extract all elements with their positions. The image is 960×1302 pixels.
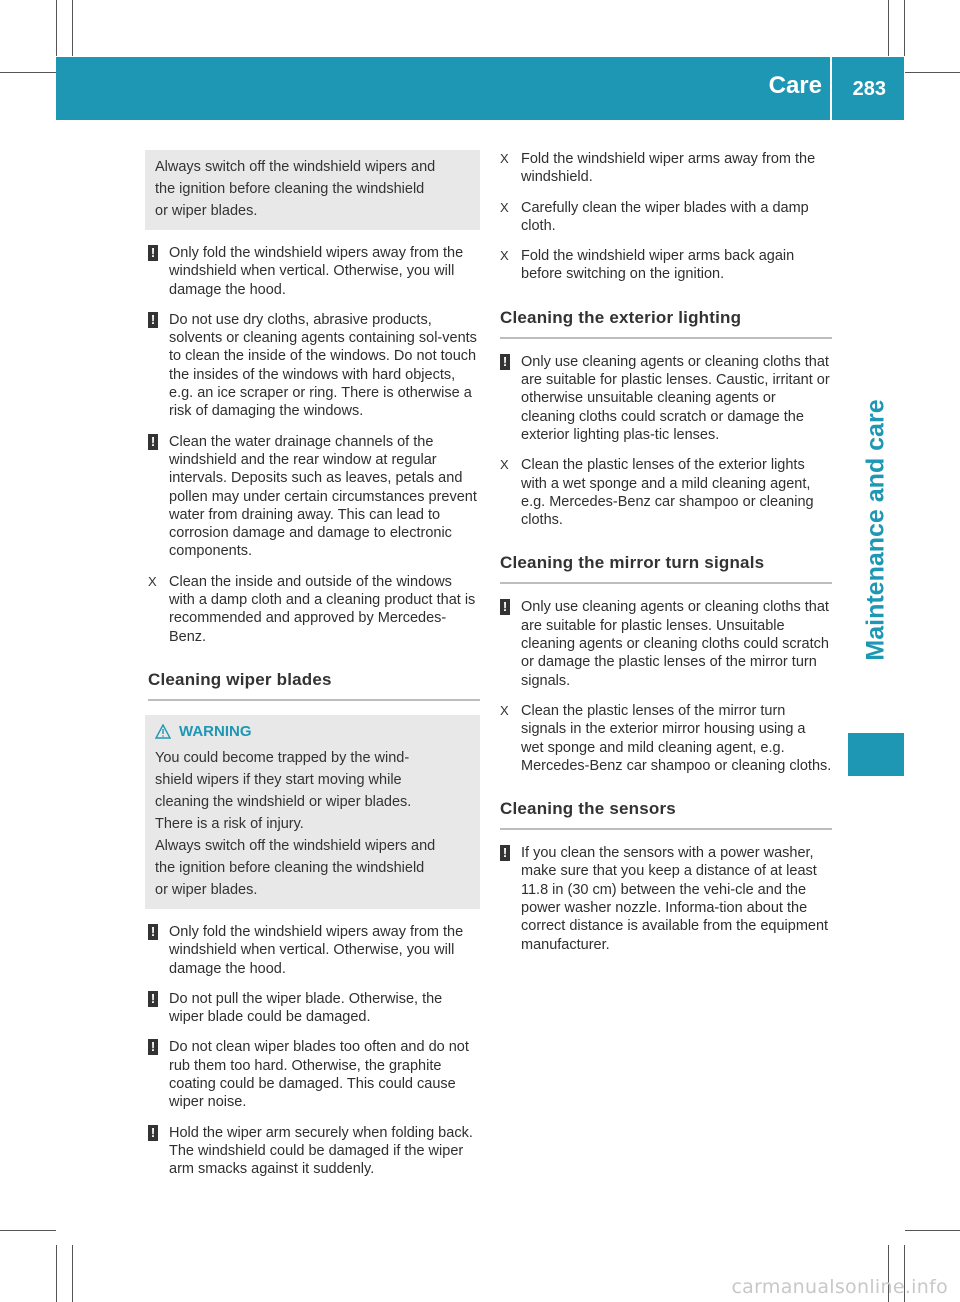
- note-text: Do not use dry cloths, abrasive products, solvents or cleaning agents containing sol-vents to clean the inside of the windows. Do not touch the insides of the windows with hard objects, e.g. an ice scraper or ring. There is otherwise a risk of damaging the windows.: [169, 311, 477, 420]
- step-item: [148, 573, 480, 646]
- note-item: [148, 244, 480, 299]
- side-tab-label: Maintenance and care: [861, 399, 890, 661]
- note-item: [500, 353, 832, 444]
- step-item: [500, 456, 832, 529]
- crop-mark: [0, 1230, 56, 1231]
- page-number: 283: [852, 78, 886, 100]
- crop-mark: [888, 0, 889, 56]
- watermark-logo: carmanualsonline.info: [731, 1276, 948, 1298]
- warning-title: [155, 721, 470, 743]
- step-item: [500, 702, 832, 775]
- note-text: Only use cleaning agents or cleaning cloths that are suitable for plastic lenses. Caustic, irritant or otherwise unsuitable cleaning agents or cleaning cloths could scratch or damage the exterior lighting plas-tic lenses.: [521, 353, 830, 443]
- section-heading: Cleaning wiper blades: [148, 670, 480, 701]
- crop-mark: [56, 1245, 57, 1302]
- crop-mark: [0, 72, 56, 73]
- note-icon: !: [148, 924, 158, 940]
- note-item: [148, 1124, 480, 1179]
- section-heading: Cleaning the exterior lighting: [500, 308, 832, 339]
- right-column: [500, 150, 832, 954]
- note-icon: !: [500, 599, 510, 615]
- caution-line: Always switch off the windshield wipers and: [155, 159, 436, 175]
- crop-mark: [56, 0, 57, 56]
- warning-line: You could become trapped by the wind-: [155, 749, 410, 766]
- step-arrow-icon: X: [500, 199, 509, 215]
- warning-line: the ignition before cleaning the windshield: [155, 859, 425, 876]
- step-text: Fold the windshield wiper arms away from the windshield.: [521, 151, 816, 186]
- note-text: Hold the wiper arm securely when folding back. The windshield could be damaged if the wiper arm smacks against it suddenly.: [169, 1124, 473, 1178]
- note-text: If you clean the sensors with a power washer, make sure that you keep a distance of at least 11.8 in (30 cm) between the vehi-cle and the power washer nozzle. Informa-tion about the correct distance is available from the equipment manufacturer.: [521, 845, 829, 953]
- warning-line: cleaning the windshield or wiper blades.: [155, 793, 412, 810]
- note-item: [500, 598, 832, 689]
- warning-line: shield wipers if they start moving while: [155, 771, 402, 788]
- note-icon: !: [500, 845, 510, 861]
- warning-box: [145, 715, 480, 909]
- section-heading: Cleaning the mirror turn signals: [500, 553, 832, 584]
- side-tab: [848, 380, 904, 680]
- section-title: Care: [768, 72, 822, 99]
- step-arrow-icon: X: [500, 702, 509, 718]
- note-icon: !: [148, 991, 158, 1007]
- caution-line: the ignition before cleaning the windshield: [155, 181, 425, 197]
- note-item: [148, 990, 480, 1027]
- warning-triangle-icon: [155, 724, 171, 739]
- step-arrow-icon: X: [500, 248, 509, 264]
- note-text: Only fold the windshield wipers away from the windshield when vertical. Otherwise, you will damage the hood.: [169, 923, 464, 977]
- crop-mark: [72, 1245, 73, 1302]
- note-item: [148, 1038, 480, 1111]
- note-text: Only fold the windshield wipers away from the windshield when vertical. Otherwise, you will damage the hood.: [169, 245, 464, 298]
- side-tab-marker: [848, 733, 904, 776]
- note-item: [148, 433, 480, 561]
- warning-title-text: WARNING: [179, 722, 252, 740]
- note-text: Clean the water drainage channels of the windshield and the rear window at regular intervals. Deposits such as leaves, petals and pollen may under certain circumstances prevent water from draining away. This can lead to corrosion damage and damage to electronic components.: [169, 433, 477, 560]
- step-item: [500, 199, 832, 236]
- crop-mark: [905, 72, 960, 73]
- note-item: [148, 923, 480, 978]
- step-text: Clean the plastic lenses of the exterior lights with a wet sponge and a mild cleaning agent, e.g. Mercedes-Benz car shampoo or cleaning cloths.: [521, 457, 814, 529]
- note-item: [148, 311, 480, 421]
- section-heading: Cleaning the sensors: [500, 799, 832, 830]
- warning-line: or wiper blades.: [155, 881, 258, 898]
- note-text: Do not pull the wiper blade. Otherwise, the wiper blade could be damaged.: [169, 990, 443, 1026]
- crop-mark: [72, 0, 73, 56]
- step-arrow-icon: X: [500, 151, 509, 166]
- caution-box: [145, 150, 480, 230]
- note-icon: !: [148, 1039, 158, 1055]
- note-item: [500, 844, 832, 954]
- step-text: Fold the windshield wiper arms back again before switching on the ignition.: [521, 248, 795, 283]
- header-bar: [56, 57, 904, 120]
- note-icon: !: [148, 434, 158, 450]
- step-text: Carefully clean the wiper blades with a damp cloth.: [521, 199, 809, 234]
- left-column: [148, 150, 480, 1179]
- step-item: [500, 247, 832, 284]
- warning-line: Always switch off the windshield wipers and: [155, 837, 436, 854]
- step-item: [500, 150, 832, 187]
- note-icon: !: [148, 1125, 158, 1141]
- step-text: Clean the inside and outside of the windows with a damp cloth and a cleaning product that is recommended and approved by Mercedes-Benz.: [169, 573, 476, 645]
- note-text: Only use cleaning agents or cleaning cloths that are suitable for plastic lenses. Unsuitable cleaning agents or cleaning cloths could scratch or damage the plastic lenses of the mirror turn signals.: [521, 599, 829, 689]
- note-icon: !: [148, 245, 158, 261]
- crop-mark: [905, 1230, 960, 1231]
- note-icon: !: [500, 354, 510, 370]
- step-arrow-icon: X: [148, 573, 157, 589]
- step-arrow-icon: X: [500, 457, 509, 473]
- note-icon: !: [148, 312, 158, 328]
- step-text: Clean the plastic lenses of the mirror turn signals in the exterior mirror housing using a wet sponge and mild cleaning agent, e.g. Mercedes-Benz car shampoo or cleaning cloths.: [521, 702, 832, 774]
- crop-mark: [904, 0, 905, 56]
- warning-line: There is a risk of injury.: [155, 815, 304, 832]
- note-text: Do not clean wiper blades too often and do not rub them too hard. Otherwise, the graphite coating could be damaged. This could cause wiper noise.: [169, 1039, 469, 1111]
- caution-line: or wiper blades.: [155, 203, 258, 219]
- header-divider: [830, 57, 832, 120]
